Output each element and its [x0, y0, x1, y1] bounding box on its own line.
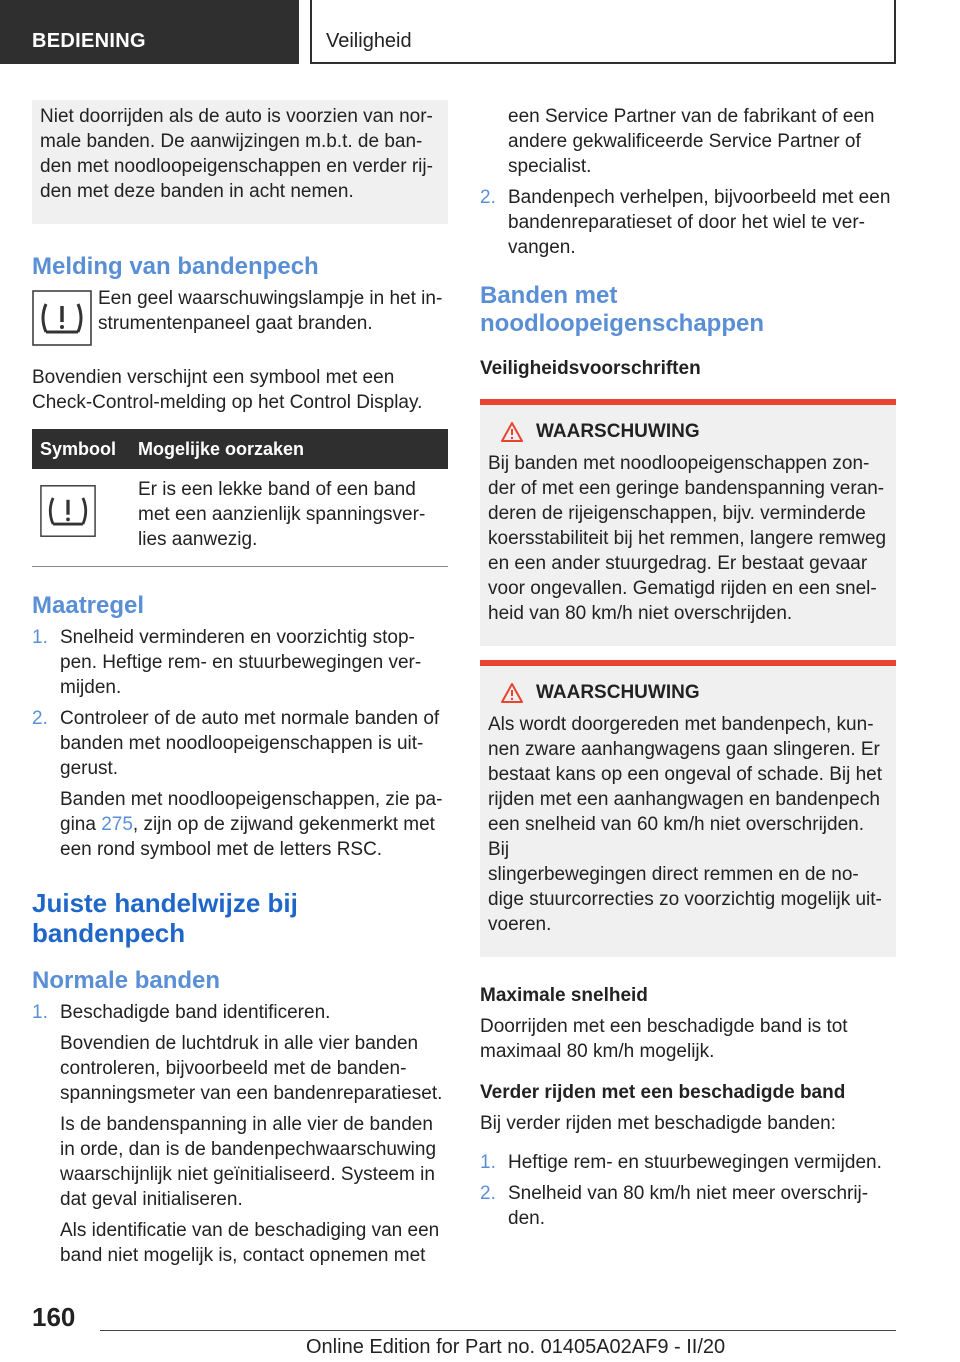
step-number: 1. — [32, 1002, 48, 1023]
step-extra-text: Is de bandenspanning in alle vier de banden in orde, dan is de bandenpechwaarschuwing waarschijnlijk niet geïnitialiseerd. Systeem in dat geval initialiseren. — [60, 1114, 437, 1210]
melding-text: Een geel waarschuwingslampje in het in- strumentenpaneel gaat branden. — [98, 288, 443, 334]
rsc-heading: Banden met noodloopeigenschappen — [480, 282, 765, 337]
warning-text: Als wordt doorgereden met bandenpech, kun- nen zware aanhangwagens gaan slingeren. Er bestaat kans op een ongeval of schade. Bij het rijden met een aanhangwagen en bandenpech een snelheid van 60 km/h niet overschrijden. Bij slingerbewegingen direct remmen en de no- dige stuurcorrecties zo voorzichtig mogelijk uit- voeren. — [488, 714, 882, 935]
chapter-tab — [310, 0, 896, 64]
section-title: BEDIENING — [32, 30, 146, 52]
section-tab — [0, 0, 299, 64]
step-text: Bandenpech verhelpen, bijvoorbeeld met een bandenreparatieset of door het wiel te ver- vangen. — [508, 187, 891, 258]
step-text: Heftige rem- en stuurbewegingen vermijden. — [508, 1152, 882, 1173]
step-number: 2. — [480, 1183, 496, 1204]
step-extra-text: Banden met noodloopeigenschappen, zie pa- gina 275, zijn op de zijwand gekenmerkt met een rond symbool met de letters RSC. — [60, 789, 443, 860]
maatregel-heading: Maatregel — [32, 592, 145, 619]
melding-heading: Melding van bandenpech — [32, 253, 319, 280]
page-number: 160 — [32, 1302, 76, 1332]
step-number: 1. — [480, 1152, 496, 1173]
symbol-table — [32, 429, 448, 567]
list-item — [480, 1181, 896, 1231]
tire-warning-icon — [32, 286, 98, 351]
step-text: een Service Partner van de fabrikant of een andere gekwalificeerde Service Partner of specialist. — [508, 106, 875, 177]
warning-triangle-icon — [500, 421, 524, 443]
step-extra-text: Als identificatie van de beschadiging van een band niet mogelijk is, contact opnemen met — [60, 1220, 440, 1266]
warning-text: Bij banden met noodloopeigenschappen zon- der of met een geringe bandenspanning veran- deren de rijeigenschappen, bijv. verminderde koersstabiliteit bij het remmen, langere remweg en een ander stuurgedrag. Er bestaat gevaar voor ongevallen. Gematigd rijden en een snel- heid van 80 km/h niet overschrijden. — [488, 453, 887, 624]
list-item — [480, 1150, 896, 1175]
note-text: Niet doorrijden als de auto is voorzien van nor- male banden. De aanwijzingen m.b.t. de ban- den met noodloopeigenschappen en verder rij- den met deze banden in acht nemen. — [40, 106, 433, 202]
list-item — [32, 706, 448, 862]
step-extra-text: Bovendien de luchtdruk in alle vier banden controleren, bijvoorbeeld met de banden- spanningsmeter van een bandenreparatieset. — [60, 1033, 443, 1104]
normale-heading: Normale banden — [32, 967, 221, 994]
step-text: Snelheid van 80 km/h niet meer overschrij- den. — [508, 1183, 869, 1229]
chapter-title: Veiligheid — [326, 30, 412, 52]
warning-triangle-icon — [500, 682, 524, 704]
footer-edition: Online Edition for Part no. 01405A02AF9 - II/20 — [306, 1336, 726, 1358]
step-number: 1. — [32, 627, 48, 648]
table-row — [32, 469, 448, 567]
warning-box — [480, 660, 896, 957]
warning-title: WAARSCHUWING — [536, 421, 700, 442]
left-column — [32, 100, 448, 1268]
list-item — [32, 625, 448, 700]
list-item — [480, 100, 896, 179]
page-link[interactable]: 275 — [101, 814, 133, 835]
max-text: Doorrijden met een beschadigde band is tot maximaal 80 km/h mogelijk. — [480, 1016, 848, 1062]
footer-divider — [100, 1330, 896, 1331]
veiligheid-heading: Veiligheidsvoorschriften — [480, 358, 701, 379]
step-text: Controleer of de auto met normale banden of banden met noodloopeigenschappen is uit- gerust. — [60, 708, 440, 779]
verder-heading: Verder rijden met een beschadigde band — [480, 1082, 846, 1103]
step-number: 2. — [480, 187, 496, 208]
page-header — [0, 0, 960, 66]
step-text: Snelheid verminderen en voorzichtig stop- pen. Heftige rem- en stuurbewegingen ver- mijden. — [60, 627, 422, 698]
verder-text: Bij verder rijden met beschadigde banden: — [480, 1113, 836, 1134]
tire-warning-icon — [40, 483, 96, 539]
table-cell-cause: Er is een lekke band of een band met een aanzienlijk spanningsver- lies aanwezig. — [130, 469, 448, 567]
step-number: 2. — [32, 708, 48, 729]
warning-title: WAARSCHUWING — [536, 682, 700, 703]
table-cell-symbol — [32, 469, 130, 567]
step-text: Beschadigde band identificeren. — [60, 1002, 331, 1023]
right-column — [480, 100, 896, 1231]
table-header-oorzaken: Mogelijke oorzaken — [130, 429, 448, 469]
warning-box — [480, 399, 896, 646]
juiste-heading: Juiste handelwijze bij bandenpech — [32, 888, 298, 948]
note-box — [32, 100, 448, 224]
melding-block — [32, 286, 448, 351]
table-header-symbool: Symbool — [32, 429, 130, 469]
list-item — [32, 1000, 448, 1268]
max-heading: Maximale snelheid — [480, 985, 648, 1006]
bovendien-text: Bovendien verschijnt een symbool met een Check-Control-melding op het Control Display. — [32, 367, 423, 413]
list-item — [480, 185, 896, 260]
